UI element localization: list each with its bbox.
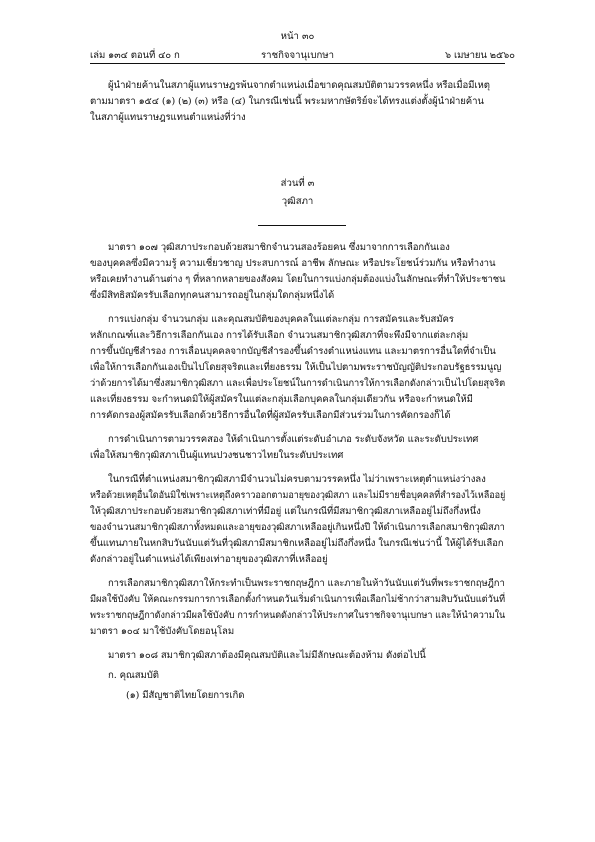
body-line: การคัดกรองผู้สมัครรับเลือกด้วยวิธีการอื่นใดที่ผู้สมัครรับเลือกมีส่วนร่วมในการคัดกรองก็ได้ [90,410,451,421]
section-title: วุฒิสภา [281,196,314,207]
list-item: (๑) มีสัญชาติไทยโดยการเกิด [126,690,245,701]
body-line: หรือด้วยเหตุอื่นใดอันมิใช่เพราะเหตุถึงคราวออกตามอายุของวุฒิสภา และไม่มีรายชื่อบุคคลที่สำรองไว้เหลืออยู่ [90,490,506,501]
body-line: การดำเนินการตามวรรคสอง ให้ดำเนินการตั้งแต่ระดับอำเภอ ระดับจังหวัด และระดับประเทศ [108,434,479,445]
body-line: ซึ่งมีสิทธิสมัครรับเลือกทุกคนสามารถอยู่ในกลุ่มใดกลุ่มหนึ่งได้ [90,290,335,301]
body-line: ตามมาตรา ๑๕๔ (๑) (๒) (๓) หรือ (๔) ในกรณีเช่นนี้ พระมหากษัตริย์จะได้ทรงแต่งตั้งผู้นำฝ่ายค้าน [90,96,484,107]
section-number: ส่วนที่ ๓ [280,178,315,189]
header-rule [90,63,505,64]
body-line: การเลือกสมาชิกวุฒิสภาให้กระทำเป็นพระราชกฤษฎีกา และภายในห้าวันนับแต่วันที่พระราชกฤษฎีกา [108,578,505,589]
body-line: หรือเคยทำงานด้านต่าง ๆ ที่หลากหลายของสังคม โดยในการแบ่งกลุ่มต้องแบ่งในลักษณะที่ทำให้ประชาชน [90,274,506,285]
body-line: ในสภาผู้แทนราษฎรแทนตำแหน่งที่ว่าง [90,112,246,123]
body-line: ให้วุฒิสภาประกอบด้วยสมาชิกวุฒิสภาเท่าที่มีอยู่ แต่ในกรณีที่มีสมาชิกวุฒิสภาเหลืออยู่ไม่ถึงกึ่งหนึ่ง [90,506,481,517]
body-line: เพื่อให้การเลือกกันเองเป็นไปโดยสุจริตและเที่ยงธรรม ให้เป็นไปตามพระราชบัญญัติประกอบรัฐธรรมนูญ [90,362,502,373]
body-line: หลักเกณฑ์และวิธีการเลือกกันเอง การได้รับเลือก จำนวนสมาชิกวุฒิสภาที่จะพึงมีจากแต่ละกลุ่ม [90,330,469,341]
volume-info: เล่ม ๑๓๔ ตอนที่ ๔๐ ก [90,50,180,61]
body-line: มาตรา ๑๐๘ สมาชิกวุฒิสภาต้องมีคุณสมบัติและไม่มีลักษณะต้องห้าม ดังต่อไปนี้ [108,650,426,661]
list-heading: ก. คุณสมบัติ [108,670,159,681]
body-line: มาตรา ๑๐๔ มาใช้บังคับโดยอนุโลม [90,626,235,637]
body-line: มาตรา ๑๐๗ วุฒิสภาประกอบด้วยสมาชิกจำนวนสองร้อยคน ซึ่งมาจากการเลือกกันเอง [108,242,450,253]
body-line: เพื่อให้สมาชิกวุฒิสภาเป็นผู้แทนปวงชนชาวไทยในระดับประเทศ [90,450,344,461]
publication-name: ราชกิจจานุเบกษา [261,50,334,61]
body-line: ดังกล่าวอยู่ในตำแหน่งได้เพียงเท่าอายุของวุฒิสภาที่เหลืออยู่ [90,554,328,565]
body-line: และเที่ยงธรรม จะกำหนดมิให้ผู้สมัครในแต่ละกลุ่มเลือกบุคคลในกลุ่มเดียวกัน หรือจะกำหนดให้มี [90,394,473,405]
publication-date: ๖ เมษายน ๒๕๖๐ [445,50,515,61]
body-line: การขึ้นบัญชีสำรอง การเลื่อนบุคคลจากบัญชีสำรองขึ้นดำรงตำแหน่งแทน และมาตรการอื่นใดที่จำเป็น [90,346,496,357]
section-rule [258,225,346,226]
page-number: หน้า ๓๐ [280,31,315,42]
body-line: ของบุคคลซึ่งมีความรู้ ความเชี่ยวชาญ ประสบการณ์ อาชีพ ลักษณะ หรือประโยชน์ร่วมกัน หรือทำงาน [90,258,496,269]
body-line: ผู้นำฝ่ายค้านในสภาผู้แทนราษฎรพ้นจากตำแหน่งเมื่อขาดคุณสมบัติตามวรรคหนึ่ง หรือเมื่อมีเหตุ [108,80,490,91]
body-line: พระราชกฤษฎีกาดังกล่าวมีผลใช้บังคับ การกำหนดดังกล่าวให้ประกาศในราชกิจจานุเบกษา และให้นำความใน [90,610,506,621]
body-line: การแบ่งกลุ่ม จำนวนกลุ่ม และคุณสมบัติของบุคคลในแต่ละกลุ่ม การสมัครและรับสมัคร [108,314,454,325]
body-line: ว่าด้วยการได้มาซึ่งสมาชิกวุฒิสภา และเพื่อประโยชน์ในการดำเนินการให้การเลือกดังกล่าวเป็นไปโดยสุจริต [90,378,506,389]
body-line: ในกรณีที่ตำแหน่งสมาชิกวุฒิสภามีจำนวนไม่ครบตามวรรคหนึ่ง ไม่ว่าเพราะเหตุตำแหน่งว่างลง [108,474,486,485]
body-line: ขึ้นแทนภายในหกสิบวันนับแต่วันที่วุฒิสภามีสมาชิกเหลืออยู่ไม่ถึงกึ่งหนึ่ง ในกรณีเช่นว่านี้ ให้ผู้ได้รับเลือก [90,538,504,549]
body-line: ของจำนวนสมาชิกวุฒิสภาทั้งหมดและอายุของวุฒิสภาเหลืออยู่เกินหนึ่งปี ให้ดำเนินการเลือกสมาชิกวุฒิสภา [90,522,505,533]
body-line: มีผลใช้บังคับ ให้คณะกรรมการการเลือกตั้งกำหนดวันเริ่มดำเนินการเพื่อเลือกไม่ช้ากว่าสามสิบวันนับแต่วันที่ [90,594,505,605]
